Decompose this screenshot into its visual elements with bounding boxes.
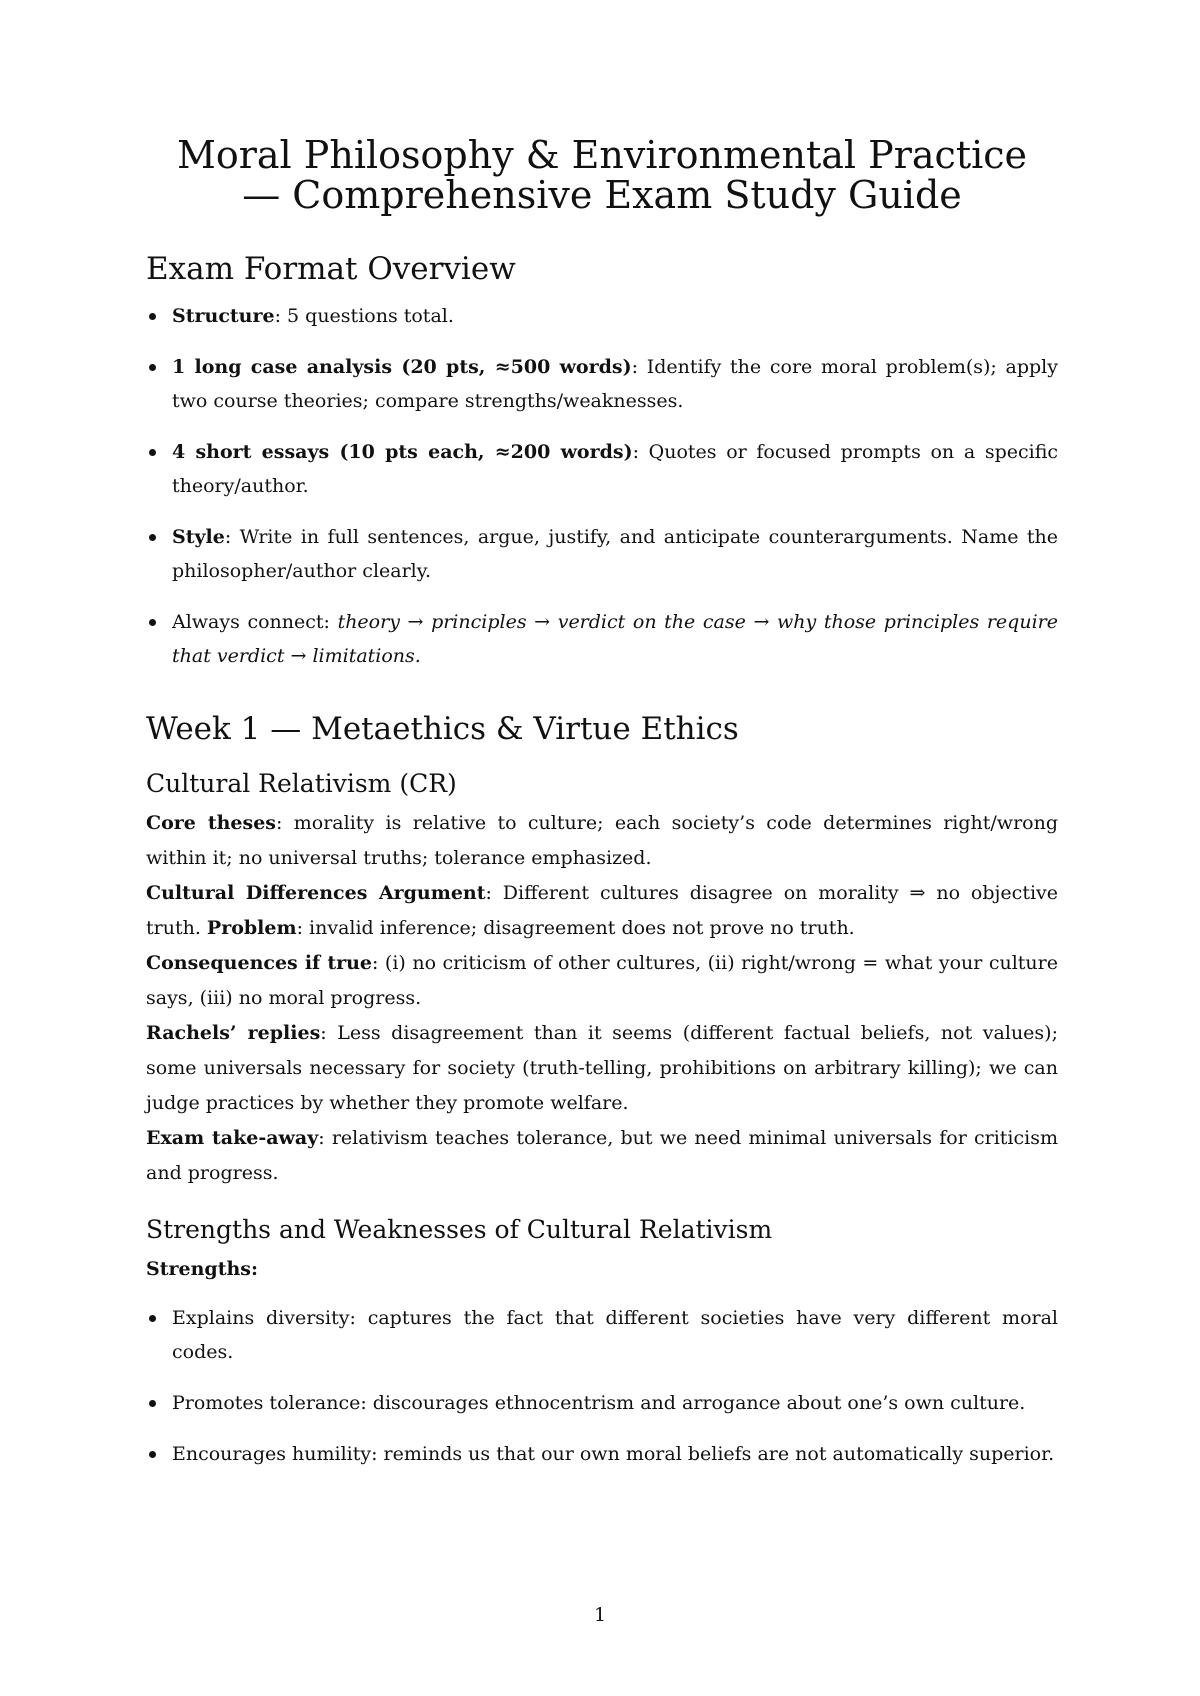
exam-format-heading: Exam Format Overview bbox=[146, 251, 516, 287]
paragraph-text: : relativism teaches tolerance, but we need minimal universals for criticism and progress. bbox=[146, 1127, 1058, 1184]
page-content bbox=[146, 135, 1058, 1471]
item-text: Explains diversity: captures the fact that different societies have very different moral codes. bbox=[172, 1307, 1058, 1363]
document-title bbox=[146, 135, 1058, 215]
list-item bbox=[146, 605, 1058, 673]
paragraph-label: Rachels’ replies bbox=[146, 1022, 321, 1044]
cr-body bbox=[146, 806, 1058, 1191]
item-italic-text: theory → principles → verdict on the case → why those principles require that verdict → limitations. bbox=[172, 611, 1058, 667]
bullet-icon bbox=[149, 1315, 156, 1322]
bullet-icon bbox=[149, 619, 156, 626]
strengths-list bbox=[146, 1301, 1058, 1471]
title-line-2: — Comprehensive Exam Study Guide bbox=[242, 173, 962, 217]
paragraph-label: Cultural Differences Argument bbox=[146, 882, 486, 904]
sw-heading: Strengths and Weaknesses of Cultural Relativism bbox=[146, 1215, 773, 1244]
bullet-icon bbox=[149, 449, 156, 456]
paragraph-label: Consequences if true bbox=[146, 952, 373, 974]
list-item bbox=[146, 350, 1058, 418]
strengths-label: Strengths: bbox=[146, 1258, 258, 1280]
paragraph-text: : invalid inference; disagreement does not prove no truth. bbox=[296, 917, 855, 939]
item-text: : Identify the core moral problem(s); apply two course theories; compare strengths/weaknesses. bbox=[172, 356, 1058, 412]
paragraph-label: Problem bbox=[206, 917, 297, 939]
bullet-icon bbox=[149, 1400, 156, 1407]
paragraph-text: : Different cultures disagree on morality ⇒ no objective truth. bbox=[146, 882, 1059, 939]
paragraph-label: Exam take-away bbox=[146, 1127, 319, 1149]
list-item bbox=[146, 299, 1058, 333]
cda-paragraph bbox=[146, 876, 1058, 946]
core-theses-paragraph bbox=[146, 806, 1058, 876]
paragraph-text: : (i) no criticism of other cultures, (ii) right/wrong = what your culture says, (iii) no moral progress. bbox=[146, 952, 1058, 1009]
bullet-icon bbox=[149, 534, 156, 541]
page-number: 1 bbox=[593, 1604, 607, 1626]
consequences-paragraph bbox=[146, 946, 1058, 1016]
item-text: Encourages humility: reminds us that our own moral beliefs are not automatically superior. bbox=[172, 1443, 1055, 1465]
title-line-1: Moral Philosophy & Environmental Practice bbox=[176, 133, 1028, 177]
item-label: 1 long case analysis (20 pts, ≈500 words) bbox=[172, 356, 632, 378]
bullet-icon bbox=[149, 364, 156, 371]
item-label: Style bbox=[172, 526, 225, 548]
item-label: 4 short essays (10 pts each, ≈200 words) bbox=[172, 441, 633, 463]
item-text: : 5 questions total. bbox=[274, 305, 454, 327]
item-text: : Quotes or focused prompts on a specific theory/author. bbox=[172, 441, 1059, 497]
list-item bbox=[146, 435, 1058, 503]
item-text: : Write in full sentences, argue, justify, and anticipate counterarguments. Name the philosopher/author clearly. bbox=[172, 526, 1058, 582]
exam-format-list bbox=[146, 299, 1058, 673]
item-text: Always connect: bbox=[172, 611, 338, 633]
item-text: Promotes tolerance: discourages ethnocentrism and arrogance about one’s own culture. bbox=[172, 1392, 1026, 1414]
item-label: Structure bbox=[172, 305, 275, 327]
list-item bbox=[146, 1301, 1058, 1369]
bullet-icon bbox=[149, 313, 156, 320]
paragraph-label: Core theses bbox=[146, 812, 276, 834]
paragraph-text: : Less disagreement than it seems (different factual beliefs, not values); some universals necessary for society (truth-telling, prohibitions on arbitrary killing); we can judge practices by whether they promote welfare. bbox=[146, 1022, 1058, 1114]
week1-heading: Week 1 — Metaethics & Virtue Ethics bbox=[146, 711, 739, 747]
takeaway-paragraph bbox=[146, 1121, 1058, 1191]
paragraph-text: : morality is relative to culture; each society’s code determines right/wrong within it; no universal truths; tolerance emphasized. bbox=[146, 812, 1058, 869]
list-item bbox=[146, 1437, 1058, 1471]
rachels-paragraph bbox=[146, 1016, 1058, 1121]
cr-heading: Cultural Relativism (CR) bbox=[146, 769, 457, 798]
list-item bbox=[146, 1386, 1058, 1420]
bullet-icon bbox=[149, 1451, 156, 1458]
list-item bbox=[146, 520, 1058, 588]
